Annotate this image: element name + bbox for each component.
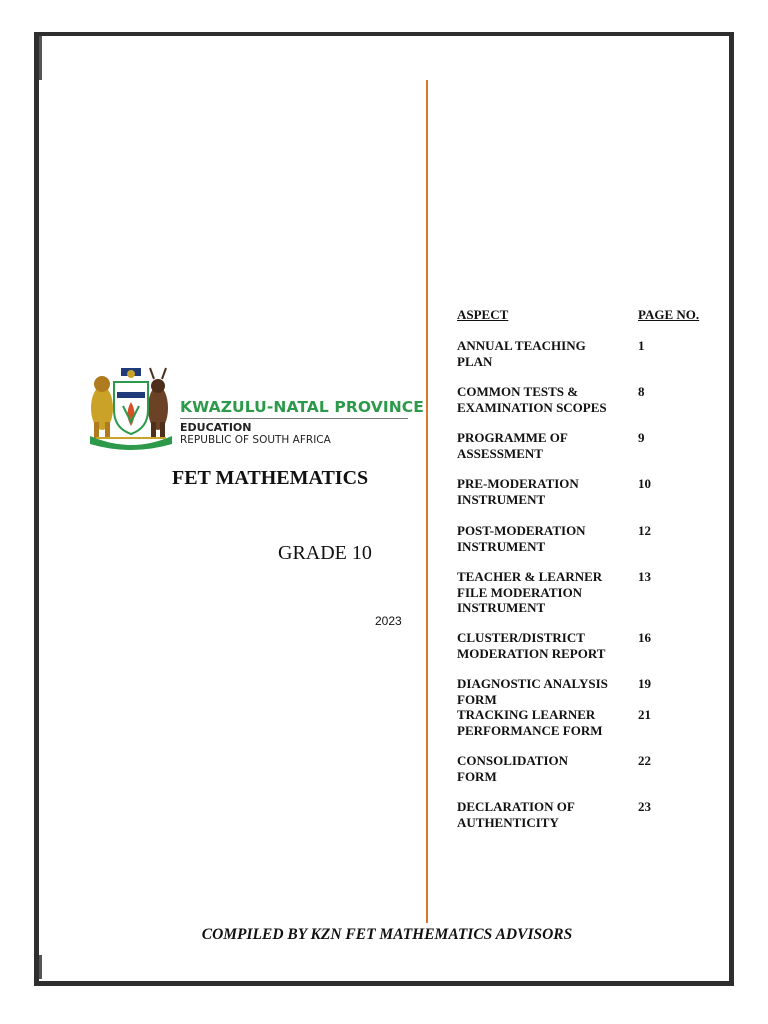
- toc-item-file-moderation: TEACHER & LEARNER FILE MODERATION INSTRUMENT: [457, 569, 603, 615]
- toc-page-number: 23: [638, 799, 651, 814]
- shield-icon: [114, 382, 148, 434]
- toc-item-post-moderation: POST-MODERATION INSTRUMENT: [457, 523, 586, 554]
- toc-page-number: 13: [638, 569, 651, 584]
- toc-page-number: 16: [638, 630, 651, 645]
- toc-aspect-header: ASPECT: [457, 307, 509, 322]
- toc-item-cluster-district: CLUSTER/DISTRICT MODERATION REPORT: [457, 630, 606, 661]
- lion-supporter-icon: [91, 376, 113, 438]
- toc-item-programme-of-assessment: PROGRAMME OF ASSESSMENT: [457, 430, 568, 461]
- toc-item-diagnostic-analysis: DIAGNOSTIC ANALYSIS FORM: [457, 676, 608, 707]
- base-icon: [90, 436, 172, 450]
- toc-page-number: 22: [638, 753, 651, 768]
- toc-page-number: 12: [638, 523, 651, 538]
- country-name: REPUBLIC OF SOUTH AFRICA: [180, 434, 331, 446]
- buck-supporter-icon: [148, 368, 168, 438]
- toc-page-number: 8: [638, 384, 645, 399]
- toc-page-number: 1: [638, 338, 645, 353]
- vertical-divider: [426, 80, 428, 923]
- crown-icon: [121, 368, 141, 378]
- toc-item-common-tests: COMMON TESTS & EXAMINATION SCOPES: [457, 384, 607, 415]
- page-frame: [34, 32, 734, 986]
- department-name: EDUCATION: [180, 421, 252, 434]
- frame-shadow-bottom: [39, 955, 42, 979]
- toc-item-annual-teaching-plan: ANNUAL TEACHING PLAN: [457, 338, 586, 369]
- province-name: KWAZULU-NATAL PROVINCE: [180, 398, 424, 416]
- frame-shadow-top: [39, 36, 42, 80]
- compiled-by-footer: COMPILED BY KZN FET MATHEMATICS ADVISORS: [201, 926, 573, 943]
- logo-divider-line: [180, 418, 408, 419]
- document-title: FET MATHEMATICS: [172, 467, 369, 489]
- toc-page-number: 10: [638, 476, 651, 491]
- toc-page-header: PAGE NO.: [638, 307, 700, 322]
- toc-item-tracking-learner: TRACKING LEARNER PERFORMANCE FORM: [457, 707, 603, 738]
- toc-page-number: 19: [638, 676, 651, 691]
- toc-page-number: 9: [638, 430, 645, 445]
- toc-item-pre-moderation: PRE-MODERATION INSTRUMENT: [457, 476, 579, 507]
- toc-item-declaration: DECLARATION OF AUTHENTICITY: [457, 799, 575, 830]
- year-label: 2023: [375, 614, 402, 628]
- toc-item-consolidation: CONSOLIDATION FORM: [457, 753, 569, 784]
- grade-label: GRADE 10: [278, 542, 372, 564]
- toc-page-number: 21: [638, 707, 651, 722]
